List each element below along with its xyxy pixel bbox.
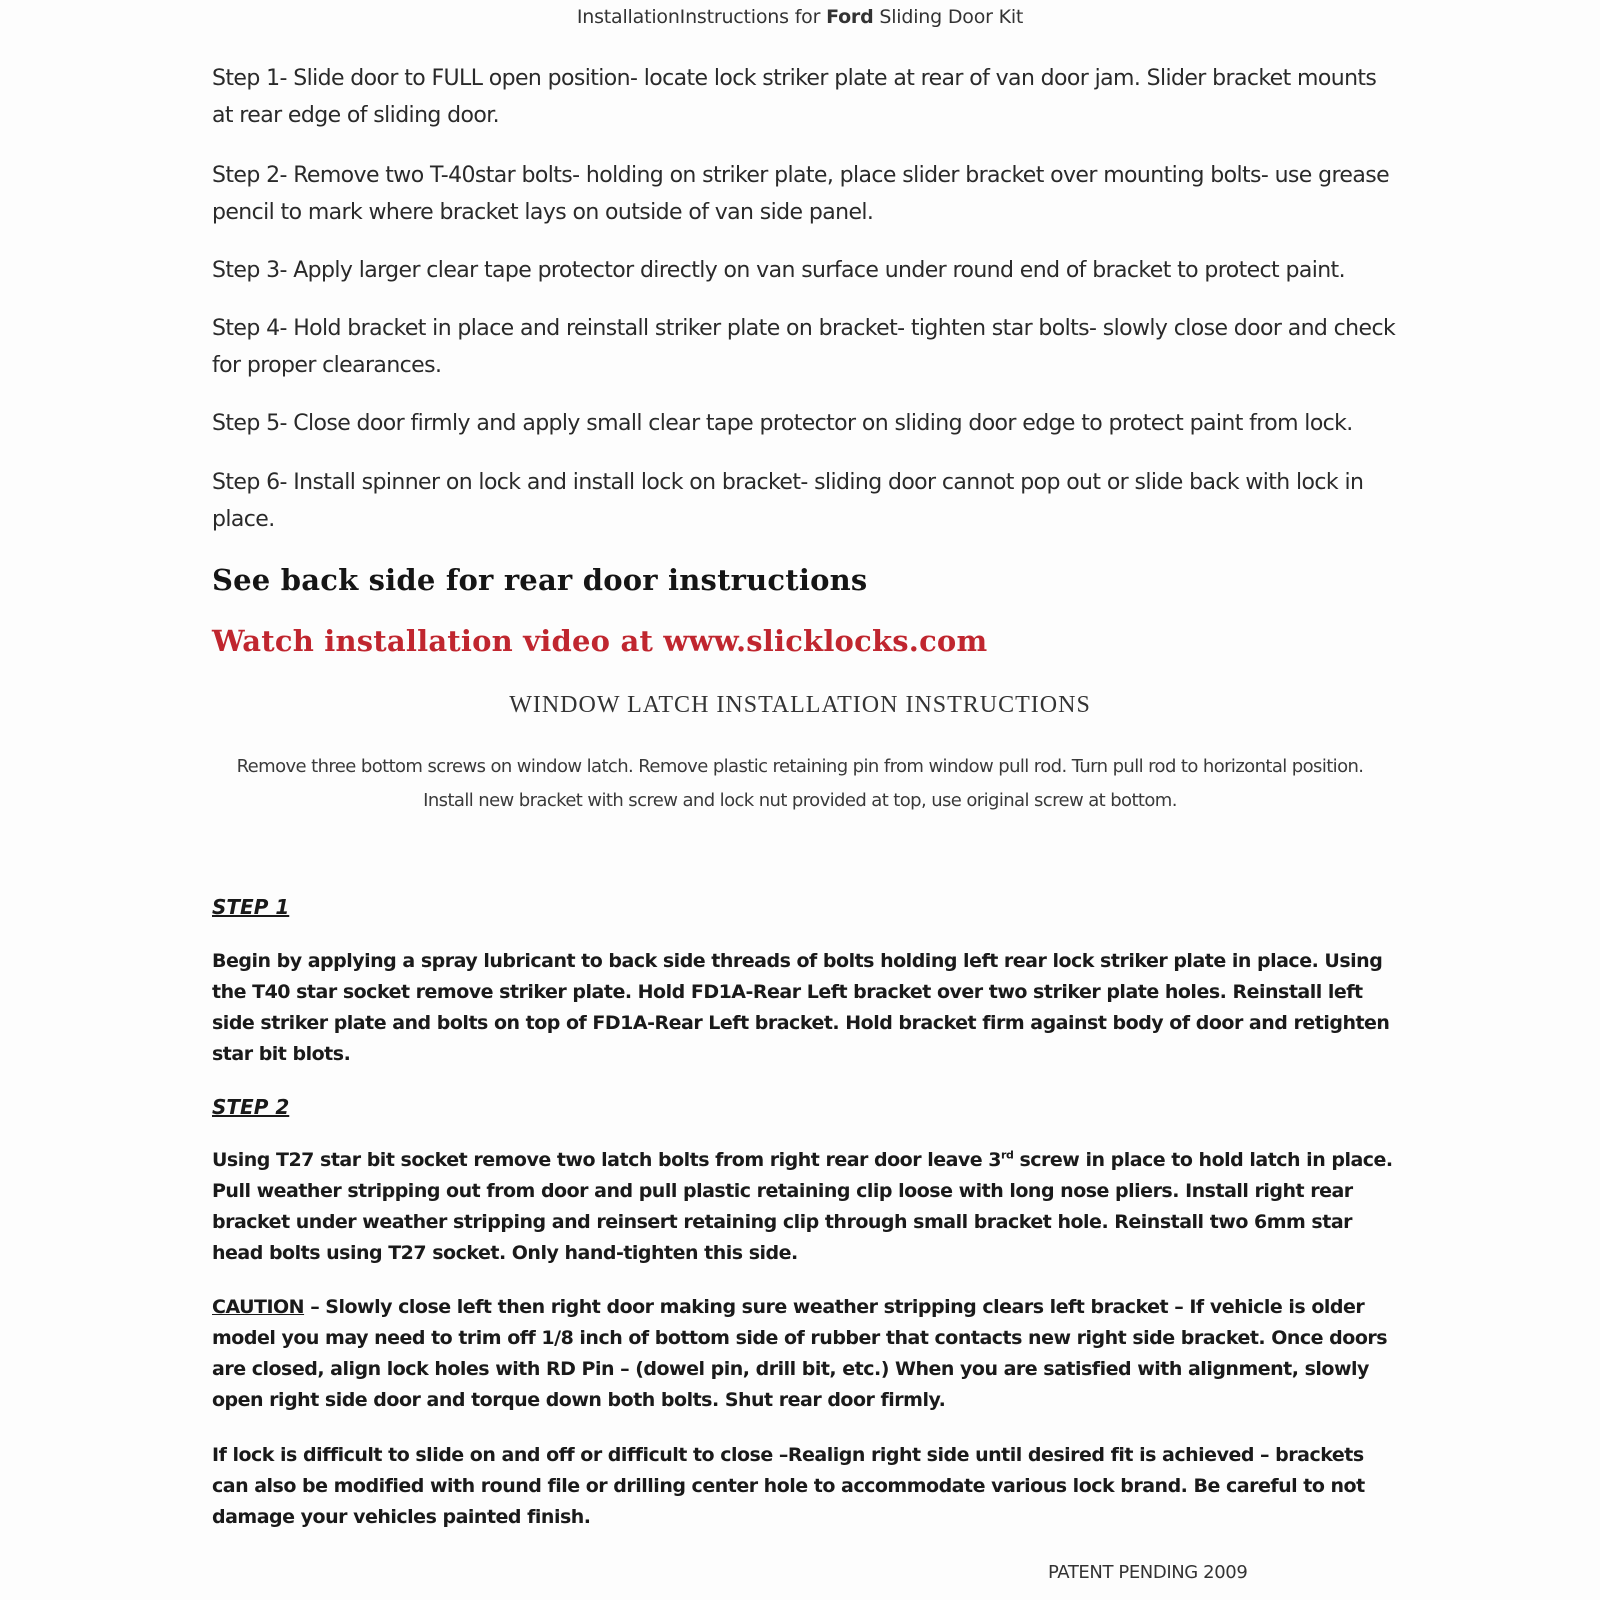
title-suffix: Sliding Door Kit: [873, 6, 1024, 28]
rear-step-2-text-a: Using T27 star bit socket remove two latch bolts from right rear door leave 3: [212, 1149, 1002, 1171]
caution-label: CAUTION: [212, 1296, 305, 1318]
caution-text: – Slowly close left then right door making sure weather stripping clears left bracket – If vehicle is older model you may need to trim off 1/8 inch of bottom side of rubber that contacts new right side bracket. Once doors are closed, align lock holes with RD Pin – (dowel pin, drill bit, etc.) When you are satisfied with alignment, slowly open right side door and torque down both bolts. Shut rear door firmly.: [212, 1296, 1388, 1411]
rear-step-2-text: [212, 1145, 1402, 1269]
sliding-step-5: Step 5- Close door firmly and apply small clear tape protector on sliding door edge to protect paint from lock.: [212, 411, 1353, 436]
rear-step-1-text: Begin by applying a spray lubricant to back side threads of bolts holding left rear lock striker plate in place. Using the T40 star socket remove striker plate. Hold FD1A-Rear Left bracket over two striker plate holes. Reinstall left side striker plate and bolts on top of FD1A-Rear Left bracket. Hold bracket firm against body of door and retighten star bit blots.: [212, 950, 1390, 1065]
ordinal-superscript: rd: [1001, 1148, 1014, 1162]
page-title: [0, 6, 1600, 28]
title-brand: Ford: [826, 6, 874, 28]
window-latch-body: Remove three bottom screws on window latch. Remove plastic retaining pin from window pull rod. Turn pull rod to horizontal position. Install new bracket with screw and lock nut provided at top, use original screw at bottom.: [236, 756, 1364, 811]
title-prefix: InstallationInstructions for: [576, 6, 827, 28]
fit-adjustment-paragraph: If lock is difficult to slide on and off or difficult to close –Realign right side until desired fit is achieved – brackets can also be modified with round file or drilling center hole to accommodate various lock brand. Be careful to not damage your vehicles painted finish.: [212, 1444, 1365, 1528]
sliding-step-1: Step 1- Slide door to FULL open position- locate lock striker plate at rear of van door jam. Slider bracket mounts at rear edge of sliding door.: [212, 66, 1377, 128]
window-latch-heading: WINDOW LATCH INSTALLATION INSTRUCTIONS: [509, 692, 1091, 718]
rear-step-2-text-b: screw in place to hold latch in place. Pull weather stripping out from door and pull plastic retaining clip loose with long nose pliers. Install right rear bracket under weather stripping and reinsert retaining clip through small bracket hole. Reinstall two 6mm star head bolts using T27 socket. Only hand-tighten this side.: [212, 1149, 1393, 1264]
sliding-step-2: Step 2- Remove two T-40star bolts- holding on striker plate, place slider bracket over mounting bolts- use grease pencil to mark where bracket lays on outside of van side panel.: [212, 163, 1390, 225]
video-link-notice: Watch installation video at www.slicklocks.com: [212, 624, 988, 658]
sliding-step-3: Step 3- Apply larger clear tape protector directly on van surface under round end of bracket to protect paint.: [212, 258, 1345, 283]
patent-notice: PATENT PENDING 2009: [1048, 1562, 1248, 1583]
sliding-step-6: Step 6- Install spinner on lock and install lock on bracket- sliding door cannot pop out or slide back with lock in place.: [212, 470, 1364, 532]
caution-paragraph: [212, 1292, 1402, 1416]
sliding-step-4: Step 4- Hold bracket in place and reinstall striker plate on bracket- tighten star bolts- slowly close door and check for proper clearances.: [212, 316, 1396, 378]
rear-step-2-label: STEP 2: [212, 1095, 290, 1119]
see-back-notice: See back side for rear door instructions: [212, 563, 868, 597]
rear-step-1-label: STEP 1: [212, 895, 290, 919]
